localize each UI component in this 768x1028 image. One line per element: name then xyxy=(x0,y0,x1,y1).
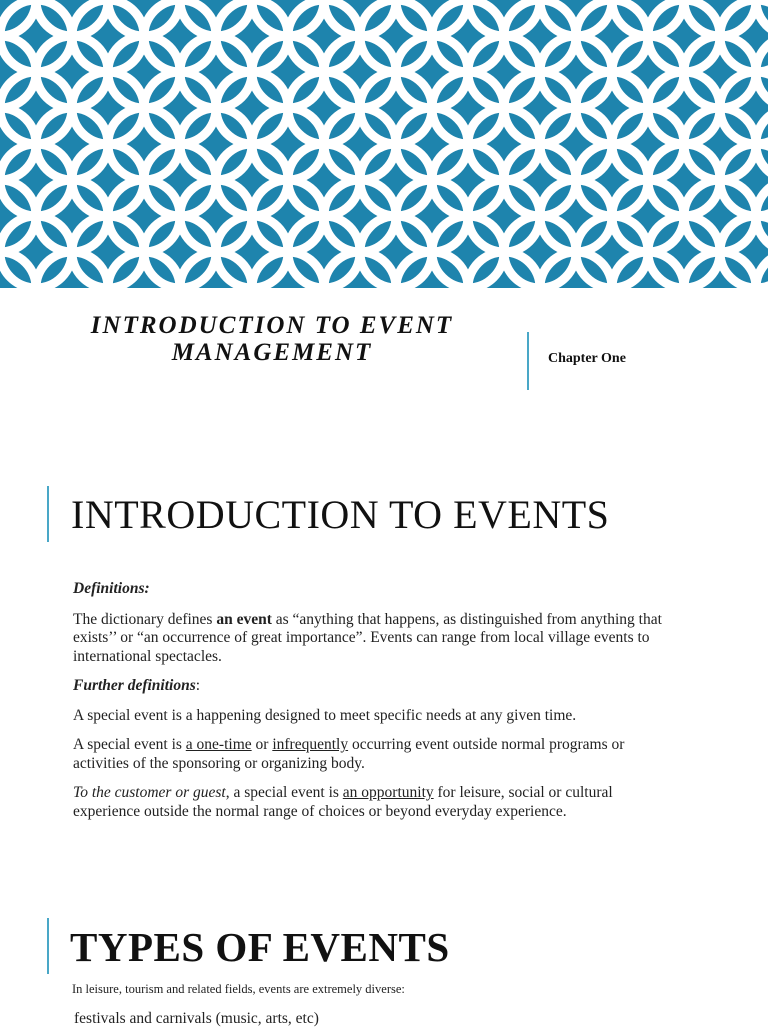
further-definitions-label: Further definitions: xyxy=(73,677,201,694)
slide-heading-introduction: INTRODUCTION TO EVENTS xyxy=(71,492,610,537)
types-list-item: festivals and carnivals (music, arts, etc) xyxy=(74,1010,319,1027)
section-accent-bar xyxy=(47,918,49,974)
definitions-label: Definitions: xyxy=(73,580,150,597)
paragraph-special-event-1: A special event is a happening designed to meet specific needs at any given time. xyxy=(73,706,577,724)
slide-heading-types: TYPES OF EVENTS xyxy=(70,924,450,970)
title-divider xyxy=(527,332,529,390)
presentation-title: INTRODUCTION TO EVENT MANAGEMENT xyxy=(90,312,454,366)
paragraph-special-event-3: To the customer or guest, a special event is an opportunity for leisure, social or cultural experience outside the normal range of choices or beyond everyday experience. xyxy=(73,784,613,820)
paragraph-dictionary-definition: The dictionary defines an event as “anything that happens, as distinguished from anything that exists’’ or “an occurrence of great importance”. Events can range from local village events to international spectacles. xyxy=(73,610,662,665)
title-banner-pattern xyxy=(0,0,768,288)
circle-pattern-graphic xyxy=(0,0,768,288)
paragraph-special-event-2: A special event is a one-time or infrequently occurring event outside normal programs or activities of the sponsoring or organizing body. xyxy=(73,736,625,772)
slide-body-definitions xyxy=(73,580,683,832)
types-intro-text: In leisure, tourism and related fields, events are extremely diverse: xyxy=(72,982,405,996)
chapter-subtitle: Chapter One xyxy=(548,351,626,366)
section-accent-bar xyxy=(47,486,49,542)
